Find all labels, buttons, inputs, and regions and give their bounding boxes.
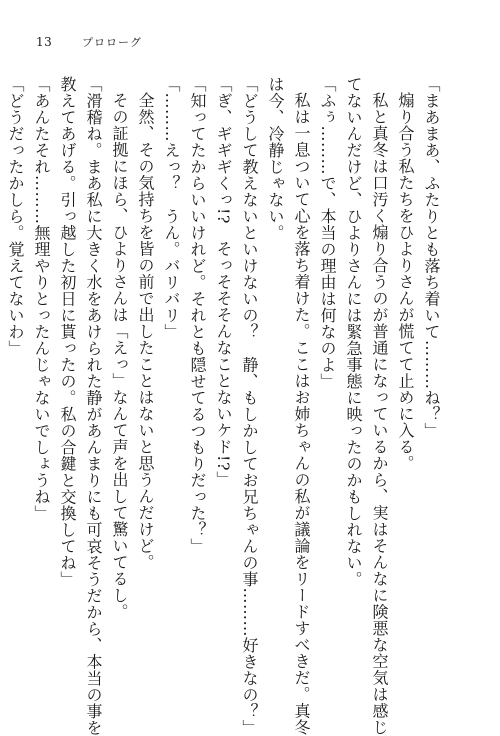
page-header bbox=[36, 34, 142, 50]
text-line: 全然、その気持ちを皆の前で出したことはないと思うんだけど。 bbox=[136, 92, 155, 571]
text-line: てないんだけど、ひよりさんには緊急事態に映ったのかもしれない。 bbox=[344, 76, 363, 588]
text-line: 「ふぅ………で、本当の理由は何なのよ」 bbox=[318, 76, 337, 390]
text-line: 私は一息ついて心を落ち着けた。ここはお姉ちゃんの私が議論をリードすべきだ。真冬 bbox=[292, 92, 311, 736]
text-line: 私と真冬は口汚く煽り合うのが普通になっているから、実はそんなに険悪な空気は感じ bbox=[370, 92, 389, 736]
text-line: 教えてあげる。引っ越した初日に貰ったの。私の合鍵と交換してね」 bbox=[58, 76, 77, 588]
text-line: 「………えっ？ うん。バリバリ」 bbox=[162, 76, 181, 340]
text-line: は今、冷静じゃない。 bbox=[266, 76, 285, 241]
text-line: 「まあまあ、ふたりとも落ち着いて………ね？」 bbox=[422, 76, 441, 439]
text-line: 「あんたそれ………無理やりとったんじゃないでしょうね」 bbox=[32, 76, 51, 522]
text-line: 煽り合う私たちをひよりさんが慌てて止めに入る。 bbox=[396, 92, 415, 472]
text-line bbox=[0, 76, 2, 666]
vertical-text-body bbox=[6, 76, 444, 736]
page-number: 13 bbox=[36, 35, 53, 49]
text-line: その証拠にほら、ひよりさんは「えっ」なんて声を出して驚いてるし。 bbox=[110, 92, 129, 620]
text-line: 「どうして教えないといけないの？ 静、もしかしてお兄ちゃんの事………好きなの？」 bbox=[240, 76, 259, 736]
text-line: 「どうだったかしら。覚えてないわ」 bbox=[6, 76, 25, 357]
text-line: 「知ってたからいいけれど。それとも隠せてるつもりだった？」 bbox=[188, 76, 207, 555]
chapter-title: プロローグ bbox=[82, 36, 142, 49]
text-line: 「ぎ、ギギギくっ!? そっそそそんなことないケド!?」 bbox=[214, 76, 233, 488]
text-line: 「滑稽ね。まあ私に大きく水をあけられた静があんまりにも可哀そうだから、本当の事を bbox=[84, 76, 103, 736]
